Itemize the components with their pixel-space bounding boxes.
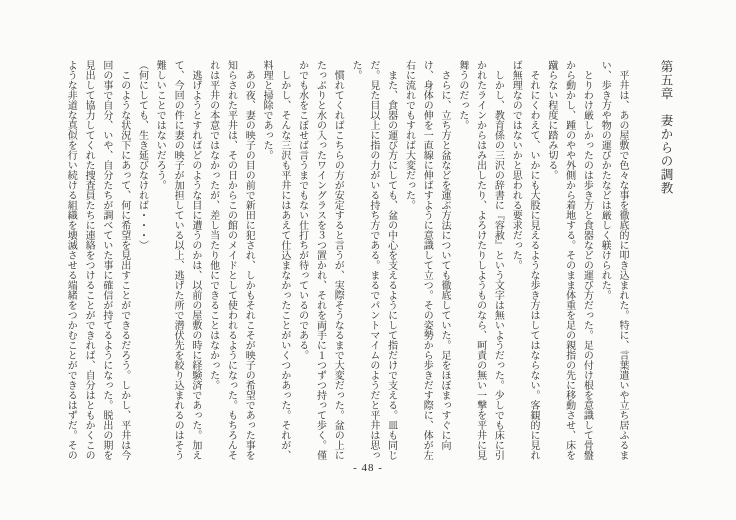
body-text: [62, 60, 632, 460]
paragraph: あの夜、妻の映子の目の前で新田に犯され、しかもそれこそが映子の希望であった事を知らされた平井は、その日からこの館のメイドとして使われるようになった。もちろんそれは平井の本意ではなかったが、差し当たり他にできることはなかった。: [207, 60, 255, 460]
paragraph: 慣れてくればこちらの方が安定すると言うが、実際そうなるまで大変だった。盆の上にたっぷりと水の入ったワイングラスを３つ置かれ、それを両手に１つずつ持って歩く。僅かでも水をこぼせば言うまでもない仕打ちが待っているのである。: [296, 60, 344, 460]
paragraph: このような状況下にあって、何に希望を見出すことができるだろう。しかし、平井は今回の事で自分、いや、自分たちが調べていた事に確信が持てるようになった。脱出の期を見出して協力してくれた捜査員たちに連絡をつけることができれば、自分はともかくこのような非道な真似を行い続ける組織を壊滅させる端緒をつかむことができるはずだ。その: [65, 60, 130, 460]
paragraph: しかし、教育係の三沢の辞書に『容赦』という文字は無いようだった。少しでも床に引かれたラインからはみ出したり、よろけたりしようものなら、呵責の無い一撃を平井に見舞うのだった。: [456, 60, 504, 460]
chapter-title: 第五章 妻からの調教: [659, 60, 673, 195]
paragraph: （何にしても、生き延びなければ・・・）: [136, 60, 148, 250]
paragraph: とりわけ厳しかったのは歩き方と食器などの運び方だった。足の付け根を意識して骨盤から動かし、踵のやや外側から着地する。そのまま体重を足の親指の先に移動させ、床を蹴らない程度に踏み切る。: [545, 60, 593, 460]
page-number: - 48 -: [353, 462, 383, 474]
paragraph: 逃げようとすればどのような目に遭うのかは、以前の屋敷の時に経験済であった。加えて、今回の件に妻の映子が加担している以上、逃げた所で潜伏先を絞り込まれるのはそう難しいことではないだろう。: [154, 60, 201, 460]
paragraph: さらに、立ち方と盆などを運ぶ方法についても徹底していた。足をほぼまっすぐに向け、身体の伸を一直線に伸ばすように意識して立つ。その姿勢から歩きだす際に、体が左右に流れでもすれば大変だった。: [403, 60, 451, 460]
paragraph: しかし、そんな三沢も平井にはあえて仕込まなかったことがいくつかあった。それが、料理と掃除であった。: [261, 60, 290, 460]
paragraph: また、食器の運び方にしても、盆の中心を支えるようにして指だけで支える。皿も同じだ。見た目以上に指の力がいる持ち方である。まるでパントマイムのようだと平井は思った。: [350, 60, 397, 460]
paragraph: それにくわえて、いかにも大股に見えるような歩き方はしてはならない。客観的に見れば無理なのではないかと思われる要求だった。: [510, 60, 540, 460]
text-block: [62, 60, 675, 460]
paragraph: 平井は、あの屋敷で色々な事を徹底的に叩き込まれた。特に、言葉遣いや立ち居ふるまい、歩き方や物の運びかたなどは厳しく躾けられた。: [599, 60, 628, 460]
